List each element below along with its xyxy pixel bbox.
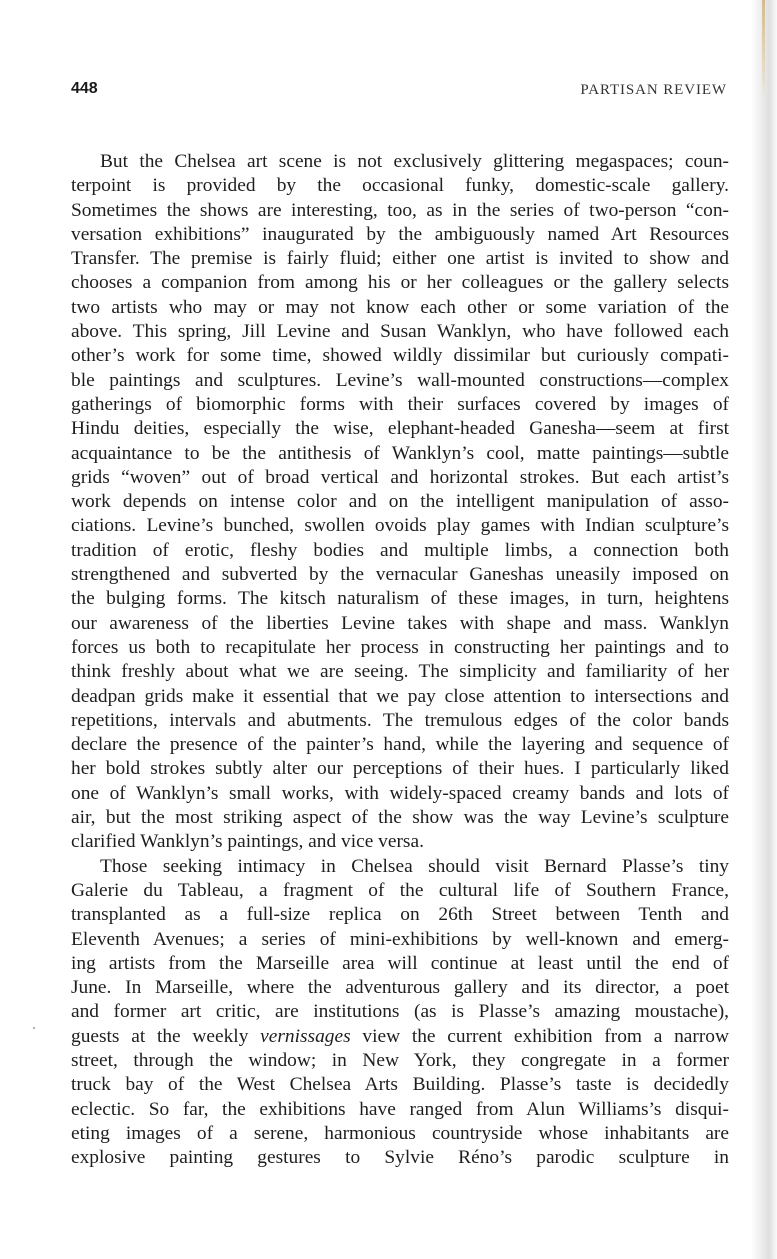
paragraph-chelsea-art-scene [71,150,729,855]
text-line: other’s work for some time, showed wildly dissimilar but curiously compati- [71,345,729,367]
text-line: our awareness of the liberties Levine takes with shape and mass. Wanklyn [71,612,729,634]
scan-speck [33,1027,35,1029]
text-segment: guests at the weekly [71,1025,261,1047]
paragraph-galerie-du-tableau [71,855,729,1171]
text-line: versation exhibitions” inaugurated by the ambiguously named Art Resources [71,223,729,245]
text-line: Eleventh Avenues; a series of mini-exhibitions by well-known and emerg- [71,928,729,950]
article-body [71,150,729,1170]
text-line: eting images of a serene, harmonious countryside whose inhabitants are [71,1122,729,1144]
text-line: June. In Marseille, where the adventurous gallery and its director, a poet [71,977,729,999]
text-line: explosive painting gestures to Sylvie Réno’s parodic sculpture in [71,1147,729,1169]
page-number: 448 [71,80,98,97]
text-line: Sometimes the shows are interesting, too, as in the series of two-person “con- [71,199,729,221]
text-line: Hindu deities, especially the wise, elephant-headed Ganesha—seem at first [71,418,729,440]
text-line: think freshly about what we are seeing. The simplicity and familiarity of her [71,661,729,683]
text-line: one of Wanklyn’s small works, with widely-spaced creamy bands and lots of [71,782,729,804]
text-line: transplanted as a full-size replica on 26th Street between Tenth and [71,904,729,926]
text-line: truck bay of the West Chelsea Arts Building. Plasse’s taste is decidedly [71,1074,729,1096]
text-line-with-italic [71,1025,729,1049]
text-line: air, but the most striking aspect of the show was the way Levine’s sculpture [71,807,729,829]
text-line: terpoint is provided by the occasional funky, domestic-scale gallery. [71,175,729,197]
text-line: acquaintance to be the antithesis of Wanklyn’s cool, matte paintings—subtle [71,442,729,464]
text-line: ciations. Levine’s bunched, swollen ovoids play games with Indian sculpture’s [71,515,729,537]
text-line: Galerie du Tableau, a fragment of the cultural life of Southern France, [71,879,729,901]
text-line: Those seeking intimacy in Chelsea should visit Bernard Plasse’s tiny [100,855,729,877]
running-head: PARTISAN REVIEW [580,82,727,98]
page-header [71,80,727,104]
italic-term: vernissages [260,1025,351,1047]
text-line: clarified Wanklyn’s paintings, and vice versa. [71,831,424,853]
text-line: ble paintings and sculptures. Levine’s wall-mounted constructions—complex [71,369,729,391]
text-line: forces us both to recapitulate her process in constructing her paintings and to [71,636,729,658]
text-line: ing artists from the Marseille area will continue at least until the end of [71,952,729,974]
page-edge-mark [762,0,765,100]
text-line: strengthened and subverted by the vernacular Ganeshas uneasily imposed on [71,564,729,586]
page-spine-shadow [751,0,777,1259]
text-line: repetitions, intervals and abutments. The tremulous edges of the color bands [71,709,729,731]
text-line: tradition of erotic, fleshy bodies and multiple limbs, a connection both [71,539,729,561]
text-line: two artists who may or may not know each other or some variation of the [71,296,729,318]
text-line: her bold strokes subtly alter our perceptions of their hues. I particularly liked [71,758,729,780]
text-line: Transfer. The premise is fairly fluid; either one artist is invited to show and [71,248,729,270]
text-line: and former art critic, are institutions (as is Plasse’s amazing moustache), [71,1001,729,1023]
text-line: gatherings of biomorphic forms with their surfaces covered by images of [71,393,729,415]
text-line: grids “woven” out of broad vertical and horizontal strokes. But each artist’s [71,466,729,488]
text-line: chooses a companion from among his or her colleagues or the gallery selects [71,272,729,294]
text-line: eclectic. So far, the exhibitions have ranged from Alun Williams’s disqui- [71,1098,729,1120]
text-line: above. This spring, Jill Levine and Susan Wanklyn, who have followed each [71,321,729,343]
text-segment: view the current exhibition from a narrow [350,1025,730,1047]
text-line: street, through the window; in New York, they congregate in a former [71,1049,729,1071]
text-line: work depends on intense color and on the intelligent manipulation of asso- [71,491,729,513]
text-line: declare the presence of the painter’s hand, while the layering and sequence of [71,734,729,756]
text-line: But the Chelsea art scene is not exclusively glittering megaspaces; coun- [100,151,729,172]
text-line: the bulging forms. The kitsch naturalism of these images, in turn, heightens [71,588,729,610]
text-line: deadpan grids make it essential that we pay close attention to intersections and [71,685,729,707]
